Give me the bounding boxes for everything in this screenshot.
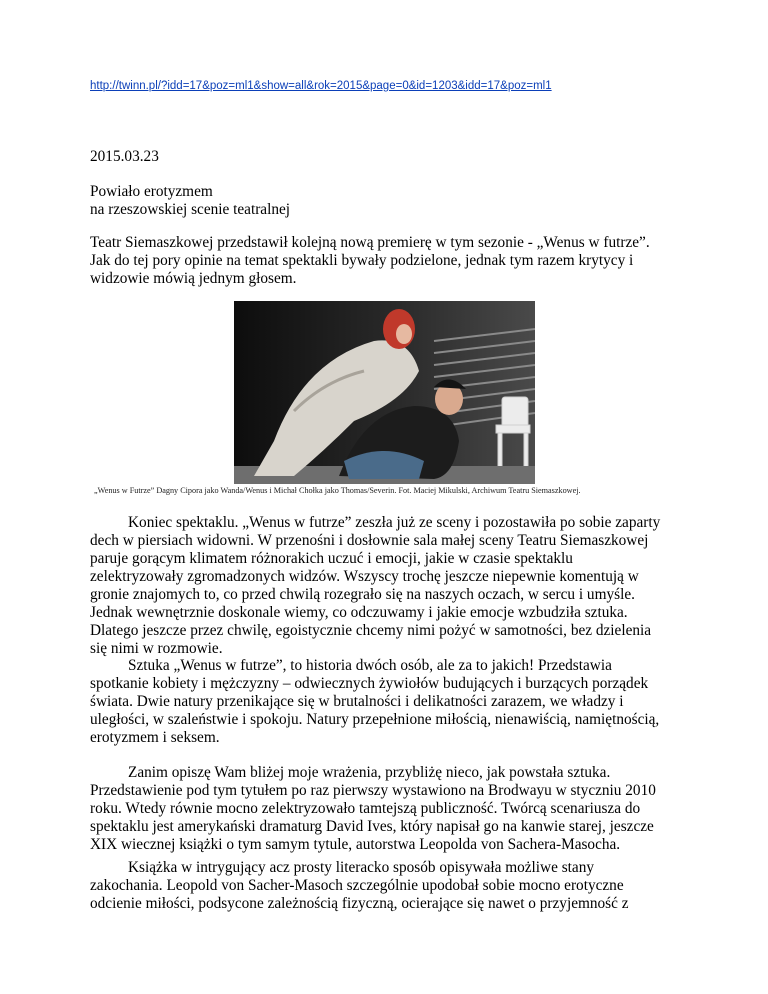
theatre-scene-photo <box>234 301 535 484</box>
paragraph-line: paruje gorącym klimatem różnorakich uczuć i emocji, jakie w czasie spektaklu <box>90 550 573 567</box>
paragraph-line: XIX wiecznej książki o tym samym tytule, autorstwa Leopolda von Sachera-Masocha. <box>90 836 621 853</box>
paragraph <box>90 764 690 854</box>
paragraph-line: Zanim opiszę Wam bliżej moje wrażenia, przybliżę nieco, jak powstała sztuka. <box>128 764 611 781</box>
paragraph <box>90 657 690 747</box>
title-line: Powiało erotyzmem <box>90 183 213 200</box>
paragraph-line: Dlatego jeszcze przez chwilę, egoistycznie chcemy nimi pożyć w samotności, bez dzielenia <box>90 622 652 639</box>
paragraph <box>90 859 690 913</box>
article-lead <box>90 234 682 288</box>
photo-caption: „Wenus w Futrze” Dagny Cipora jako Wanda/Wenus i Michał Chołka jako Thomas/Severin. Fot. Maciej Mikulski, Archiwum Teatru Siemaszkowej. <box>94 486 581 495</box>
paragraph <box>90 514 690 658</box>
lead-line: Jak do tej pory opinie na temat spektakli bywały podzielone, jednak tym razem krytycy i <box>90 252 634 269</box>
paragraph-line: świata. Dwie natury przenikające się w brutalności i delikatności zarazem, we władzy i <box>90 693 624 710</box>
paragraph-line: erotyzmem i seksem. <box>90 729 220 746</box>
lead-line: Teatr Siemaszkowej przedstawił kolejną nową premierę w tym sezonie - „Wenus w futrze”. <box>90 234 650 251</box>
paragraph-line: się nimi w rozmowie. <box>90 640 223 657</box>
lead-line: widzowie mówią jednym głosem. <box>90 270 297 287</box>
paragraph-line: uległości, w szaleństwie i spokoju. Natury przepełnione miłością, nienawiścią, namiętnością, <box>90 711 660 728</box>
source-link[interactable]: http://twinn.pl/?idd=17&poz=ml1&show=all&rok=2015&page=0&id=1203&idd=17&poz=ml1 <box>90 80 552 92</box>
paragraph-line: Koniec spektaklu. „Wenus w futrze” zeszła już ze sceny i pozostawiła po sobie zaparty <box>128 514 661 531</box>
paragraph-line: Książka w intrygujący acz prosty literacko sposób opisywała możliwe stany <box>128 859 595 876</box>
paragraph-line: dech w piersiach widowni. W przenośni i dosłownie sala małej sceny Teatru Siemaszkowej <box>90 532 649 549</box>
photo-drawing <box>234 301 535 484</box>
paragraph-line: odcienie miłości, podsycone zależnością fizyczną, ocierające się nawet o przyjemność z <box>90 895 629 912</box>
article-title <box>90 183 690 219</box>
paragraph-line: spektaklu jest amerykański dramaturg David Ives, który napisał go na kanwie starej, jeszcze <box>90 818 654 835</box>
paragraph-line: zelektryzowały zgromadzonych widzów. Wszyscy trochę jeszcze niepewnie komentują w <box>90 568 639 585</box>
paragraph-line: roku. Wtedy równie mocno zelektryzowało tamtejszą publiczność. Twórcą scenariusza do <box>90 800 641 817</box>
paragraph-line: Sztuka „Wenus w futrze”, to historia dwóch osób, ale za to jakich! Przedstawia <box>128 657 612 674</box>
article-date: 2015.03.23 <box>90 148 159 165</box>
title-line: na rzeszowskiej scenie teatralnej <box>90 201 291 218</box>
paragraph-line: zakochania. Leopold von Sacher-Masoch szczególnie upodobał sobie mocno erotyczne <box>90 877 624 894</box>
paragraph-line: spotkanie kobiety i mężczyzny – odwiecznych żywiołów budujących i burzących porządek <box>90 675 649 692</box>
paragraph-line: Przedstawienie pod tym tytułem po raz pierwszy wystawiono na Brodwayu w styczniu 2010 <box>90 782 656 799</box>
paragraph-line: gronie znajomych to, co przed chwilą rozegrało się na naszych oczach, w sercu i umyśle. <box>90 586 635 603</box>
paragraph-line: Jednak wewnętrznie doskonale wiemy, co odczuwamy i jakie emocje wzbudziła sztuka. <box>90 604 628 621</box>
